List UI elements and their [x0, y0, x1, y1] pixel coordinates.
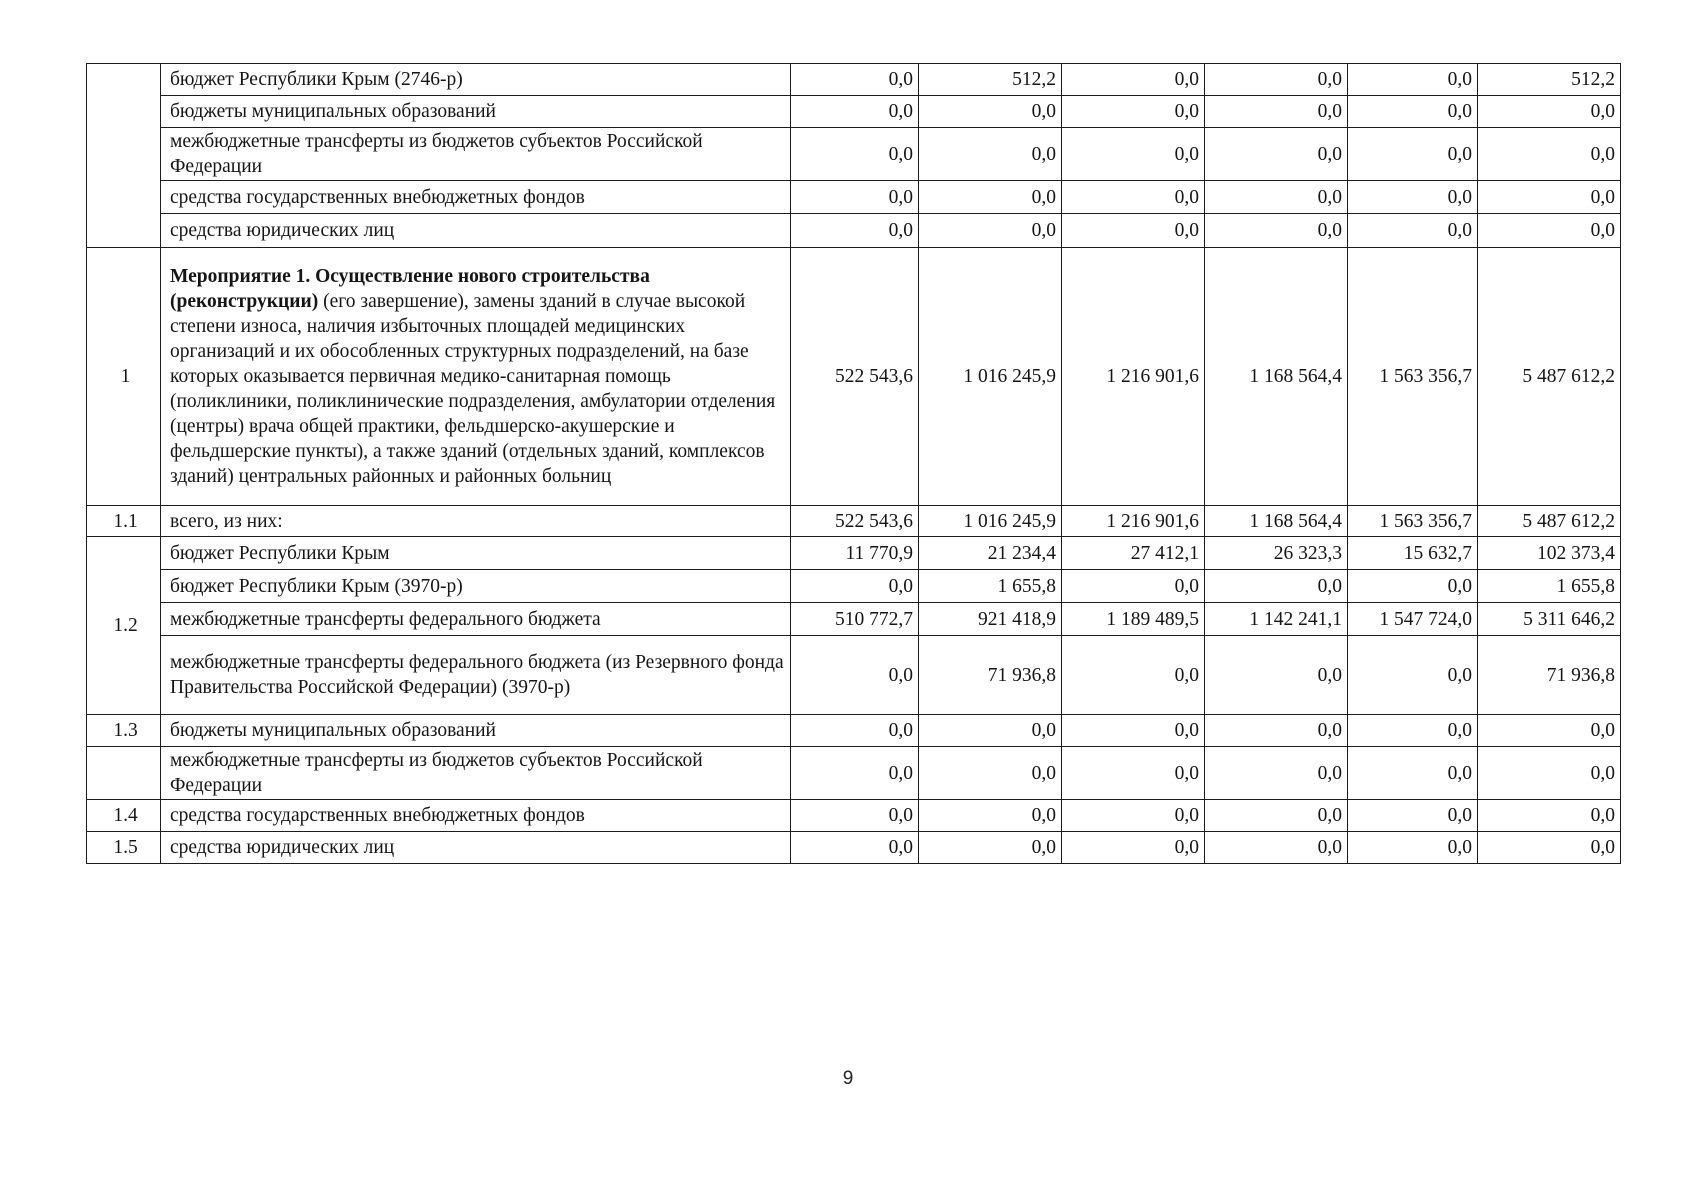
- value-cell: 0,0: [919, 128, 1062, 181]
- table-row: [87, 214, 1621, 248]
- table-row: [87, 181, 1621, 214]
- value-cell: 0,0: [1062, 128, 1205, 181]
- value-cell: 0,0: [1205, 832, 1348, 864]
- measure-row: [87, 248, 1621, 506]
- value-cell: 71 936,8: [1478, 636, 1621, 715]
- value-cell: 0,0: [919, 214, 1062, 248]
- table-row: [87, 715, 1621, 747]
- value-cell: 1 563 356,7: [1348, 506, 1478, 537]
- row-label: бюджет Республики Крым (2746-р): [161, 64, 791, 96]
- budget-table: [86, 63, 1621, 864]
- value-cell: 0,0: [1205, 570, 1348, 603]
- value-cell: 0,0: [1062, 800, 1205, 832]
- value-cell: 0,0: [1348, 715, 1478, 747]
- value-cell: 0,0: [1348, 64, 1478, 96]
- value-cell: 0,0: [1478, 96, 1621, 128]
- value-cell: 0,0: [1205, 96, 1348, 128]
- table-row: [87, 537, 1621, 570]
- table-row: [87, 747, 1621, 800]
- table-row: [87, 603, 1621, 636]
- value-cell: 0,0: [791, 715, 919, 747]
- row-label: средства юридических лиц: [161, 832, 791, 864]
- table-row: [87, 800, 1621, 832]
- value-cell: 0,0: [1205, 800, 1348, 832]
- table-row: [87, 636, 1621, 715]
- table-row: [87, 128, 1621, 181]
- value-cell: 0,0: [1478, 800, 1621, 832]
- value-cell: 1 563 356,7: [1348, 248, 1478, 506]
- value-cell: 0,0: [1348, 636, 1478, 715]
- value-cell: 1 189 489,5: [1062, 603, 1205, 636]
- page-number: 9: [842, 1068, 854, 1089]
- table-row: [87, 570, 1621, 603]
- value-cell: 0,0: [1348, 832, 1478, 864]
- row-label: бюджеты муниципальных образований: [161, 96, 791, 128]
- table-row: [87, 96, 1621, 128]
- value-cell: 102 373,4: [1478, 537, 1621, 570]
- value-cell: 0,0: [1062, 636, 1205, 715]
- value-cell: 0,0: [919, 715, 1062, 747]
- value-cell: 0,0: [1062, 96, 1205, 128]
- value-cell: 5 487 612,2: [1478, 248, 1621, 506]
- value-cell: 5 487 612,2: [1478, 506, 1621, 537]
- value-cell: 27 412,1: [1062, 537, 1205, 570]
- value-cell: 0,0: [791, 64, 919, 96]
- value-cell: 0,0: [1348, 214, 1478, 248]
- row-index-cell: 1.2: [87, 537, 161, 715]
- row-index-cell: [87, 64, 161, 248]
- table-row: [87, 64, 1621, 96]
- value-cell: 0,0: [1478, 128, 1621, 181]
- value-cell: 0,0: [1062, 181, 1205, 214]
- value-cell: 0,0: [1062, 832, 1205, 864]
- value-cell: 0,0: [919, 181, 1062, 214]
- value-cell: 1 168 564,4: [1205, 248, 1348, 506]
- value-cell: 0,0: [919, 800, 1062, 832]
- value-cell: 21 234,4: [919, 537, 1062, 570]
- row-index-cell: 1.4: [87, 800, 161, 832]
- value-cell: 0,0: [1062, 715, 1205, 747]
- value-cell: 0,0: [1062, 214, 1205, 248]
- value-cell: 0,0: [1478, 747, 1621, 800]
- value-cell: 0,0: [791, 747, 919, 800]
- value-cell: 0,0: [791, 214, 919, 248]
- value-cell: 0,0: [791, 570, 919, 603]
- value-cell: 1 655,8: [1478, 570, 1621, 603]
- row-index-cell: 1.5: [87, 832, 161, 864]
- row-index-cell: 1.3: [87, 715, 161, 747]
- row-label: средства юридических лиц: [161, 214, 791, 248]
- row-index-cell: 1.1: [87, 506, 161, 537]
- value-cell: 0,0: [1348, 800, 1478, 832]
- table-row: [87, 832, 1621, 864]
- value-cell: 0,0: [1478, 181, 1621, 214]
- measure-title: Мероприятие 1. Осуществление нового строительства (реконструкции): [170, 266, 650, 312]
- row-index-cell: [87, 747, 161, 800]
- value-cell: 0,0: [791, 832, 919, 864]
- value-cell: 0,0: [1348, 747, 1478, 800]
- value-cell: 0,0: [1205, 214, 1348, 248]
- row-label: бюджет Республики Крым: [161, 537, 791, 570]
- value-cell: 0,0: [1478, 832, 1621, 864]
- value-cell: 0,0: [1062, 747, 1205, 800]
- value-cell: 0,0: [919, 747, 1062, 800]
- row-label: бюджеты муниципальных образований: [161, 715, 791, 747]
- value-cell: 1 016 245,9: [919, 506, 1062, 537]
- value-cell: 0,0: [919, 832, 1062, 864]
- row-label: бюджет Республики Крым (3970-р): [161, 570, 791, 603]
- row-label: средства государственных внебюджетных фондов: [161, 181, 791, 214]
- value-cell: 0,0: [1348, 570, 1478, 603]
- row-label: межбюджетные трансферты федерального бюджета: [161, 603, 791, 636]
- value-cell: 0,0: [1205, 64, 1348, 96]
- value-cell: 1 168 564,4: [1205, 506, 1348, 537]
- value-cell: 1 655,8: [919, 570, 1062, 603]
- value-cell: 512,2: [1478, 64, 1621, 96]
- value-cell: 0,0: [1062, 64, 1205, 96]
- value-cell: 921 418,9: [919, 603, 1062, 636]
- value-cell: 0,0: [1205, 636, 1348, 715]
- row-label: межбюджетные трансферты из бюджетов субъектов Российской Федерации: [161, 128, 791, 181]
- value-cell: 0,0: [1205, 715, 1348, 747]
- value-cell: 510 772,7: [791, 603, 919, 636]
- value-cell: 0,0: [1205, 747, 1348, 800]
- value-cell: 1 216 901,6: [1062, 248, 1205, 506]
- value-cell: 15 632,7: [1348, 537, 1478, 570]
- value-cell: 11 770,9: [791, 537, 919, 570]
- row-label: межбюджетные трансферты федерального бюджета (из Резервного фонда Правительства Российской Федерации) (3970-р): [161, 636, 791, 715]
- value-cell: 0,0: [1062, 570, 1205, 603]
- row-label: всего, из них:: [161, 506, 791, 537]
- value-cell: 1 142 241,1: [1205, 603, 1348, 636]
- value-cell: 26 323,3: [1205, 537, 1348, 570]
- value-cell: 512,2: [919, 64, 1062, 96]
- value-cell: 522 543,6: [791, 248, 919, 506]
- row-label: межбюджетные трансферты из бюджетов субъектов Российской Федерации: [161, 747, 791, 800]
- value-cell: 0,0: [1348, 181, 1478, 214]
- value-cell: 0,0: [1205, 181, 1348, 214]
- value-cell: 0,0: [791, 96, 919, 128]
- value-cell: 0,0: [791, 636, 919, 715]
- value-cell: 0,0: [1348, 128, 1478, 181]
- value-cell: 0,0: [1348, 96, 1478, 128]
- value-cell: 0,0: [1205, 128, 1348, 181]
- measure-description: [161, 248, 791, 506]
- value-cell: 0,0: [791, 181, 919, 214]
- value-cell: 522 543,6: [791, 506, 919, 537]
- row-label: средства государственных внебюджетных фондов: [161, 800, 791, 832]
- value-cell: 1 016 245,9: [919, 248, 1062, 506]
- value-cell: 1 547 724,0: [1348, 603, 1478, 636]
- value-cell: 0,0: [791, 800, 919, 832]
- measure-text: (его завершение), замены зданий в случае высокой степени износа, наличия избыточных площадей медицинских организаций и их обособленных структурных подразделений, на базе которых оказывается первичная медико-санитарная помощь (поликлиники, поликлинические подразделения, амбулатории отделения (центры) врача общей практики, фельдшерско-акушерские и фельдшерские пункты), а также зданий (отдельных зданий, комплексов зданий) центральных районных и районных больниц: [170, 291, 776, 487]
- value-cell: 0,0: [919, 96, 1062, 128]
- value-cell: 5 311 646,2: [1478, 603, 1621, 636]
- total-row: [87, 506, 1621, 537]
- value-cell: 0,0: [1478, 214, 1621, 248]
- value-cell: 0,0: [1478, 715, 1621, 747]
- value-cell: 1 216 901,6: [1062, 506, 1205, 537]
- value-cell: 0,0: [791, 128, 919, 181]
- row-index-cell: 1: [87, 248, 161, 506]
- value-cell: 71 936,8: [919, 636, 1062, 715]
